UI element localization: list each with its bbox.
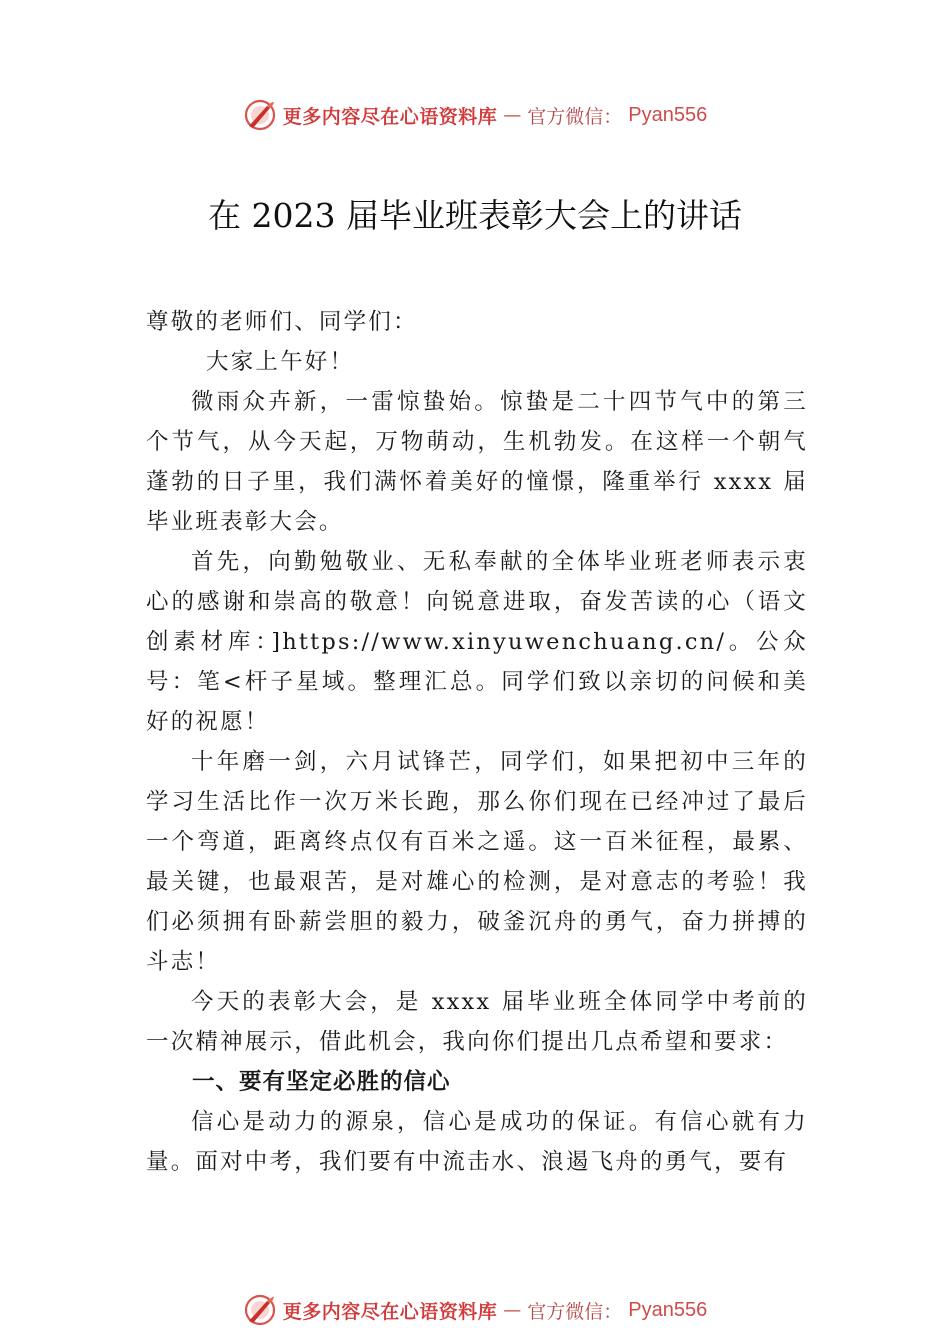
quill-pen-logo-icon [243, 98, 277, 132]
banner-dash: — [503, 1299, 522, 1321]
header-banner [0, 95, 950, 135]
paragraph: 信心是动力的源泉，信心是成功的保证。有信心就有力量。面对中考，我们要有中流击水、浪遏飞舟的勇气，要有 [146, 1109, 808, 1175]
paragraph: 首先，向勤勉敬业、无私奉献的全体毕业班老师表示衷心的感谢和崇高的敬意！向锐意进取，奋发苦读的心（语文创素材库：]https://www.xinyuwenchuang.cn/。公众号：笔<杆子星域。整理汇总。同学们致以亲切的问候和美好的祝愿！ [146, 549, 808, 735]
paragraph: 微雨众卉新，一雷惊蛰始。惊蛰是二十四节气中的第三个节气，从今天起，万物萌动，生机勃发。在这样一个朝气蓬勃的日子里，我们满怀着美好的憧憬，隆重举行 xxxx 届毕业班表彰大会。 [146, 389, 808, 535]
banner-wechat-label: 官方微信： [527, 105, 623, 128]
document-title: 在 2023 届毕业班表彰大会上的讲话 [208, 196, 742, 235]
salutation: 尊敬的老师们、同学们： [146, 309, 418, 335]
banner-wechat-id: Pyan556 [628, 1298, 708, 1321]
banner-dash: — [503, 104, 522, 126]
section-heading: 一、要有坚定必胜的信心 [192, 1069, 451, 1095]
footer-banner [0, 1290, 950, 1330]
greeting: 大家上午好！ [206, 349, 355, 375]
quill-pen-logo-icon [243, 1293, 277, 1327]
paragraph: 十年磨一剑，六月试锋芒，同学们，如果把初中三年的学习生活比作一次万米长跑，那么你们现在已经冲过了最后一个弯道，距离终点仅有百米之遥。这一百米征程，最累、 最关键，也最艰苦，是对雄心的检测，是对意志的考验！我们必须拥有卧薪尝胆的毅力，破釜沉舟的勇气，奋力拼搏的斗志！ [146, 749, 808, 975]
paragraph: 今天的表彰大会，是 xxxx 届毕业班全体同学中考前的一次精神展示，借此机会，我向你们提出几点希望和要求： [146, 989, 808, 1055]
banner-slogan: 更多内容尽在心语资料库 [282, 1300, 498, 1323]
document-body [146, 302, 808, 1182]
banner-wechat-label: 官方微信： [527, 1300, 623, 1323]
banner-slogan: 更多内容尽在心语资料库 [282, 105, 498, 128]
banner-wechat-id: Pyan556 [628, 103, 708, 126]
